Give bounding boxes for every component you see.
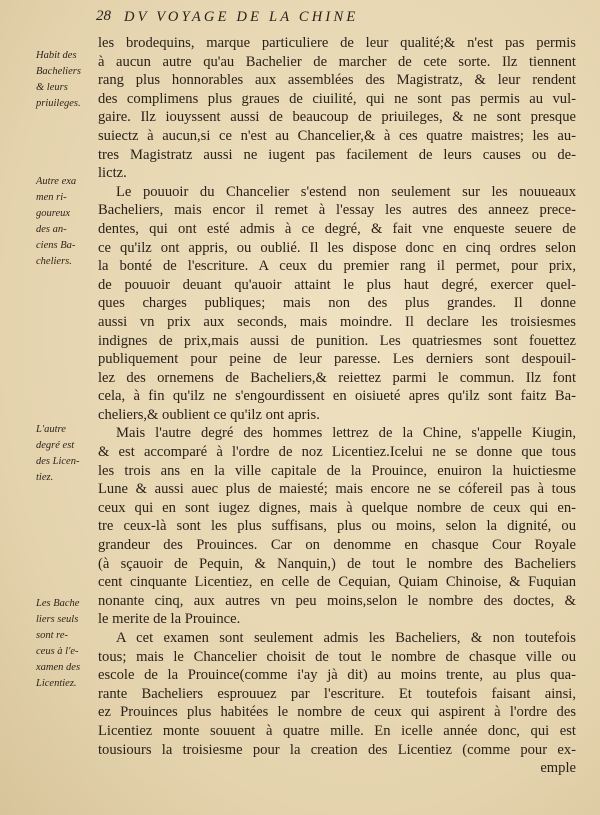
- text-line: grandeur des Prouinces. Car on denomme en chasque Cour Royale: [98, 537, 576, 554]
- text-line: publiquement pour peine de leur paresse. Les derniers sont despouil-: [98, 351, 576, 368]
- text-line: ques charges publiques; mais non des plus grandes. Il donne: [98, 295, 576, 312]
- margin-note: [36, 596, 98, 692]
- margin-note-line: Les Bache: [36, 598, 80, 609]
- text-line: tre ceux-là sont les plus suffisans, plus ou moins, selon la dignité, ou: [98, 518, 576, 535]
- text-line: nonante cinq, aux autres vn peu moins,selon le nombre des doctes, &: [98, 592, 576, 609]
- text-line: les brodequins, marque particuliere de leur qualité;& n'est pas permis: [98, 35, 576, 51]
- text-line: ce qu'ilz ont appris, ou oublié. Il les dispose donc en cinq ordres selon: [98, 239, 576, 256]
- margin-note-line: Habit des: [36, 50, 77, 61]
- text-line: Bacheliers, mais encor il remet à l'essay les autres des anneez prece-: [98, 202, 576, 219]
- text-line: & est accomparé à l'ordre de noz Licentiez.Icelui ne se donne que tous: [98, 444, 576, 461]
- margin-note-line: des Licen-: [36, 456, 80, 467]
- text-line: lez des ornemens de Bacheliers,& reiettez parmi le commun. Ilz font: [98, 369, 576, 386]
- text-line: tousiours la troisiesme pour la creation des Licentiez (comme pour ex-: [98, 741, 576, 758]
- text-line: dentes, qui ont esté admis à ce degré, & fait vne enqueste seuere de: [98, 220, 576, 237]
- text-line: la bonté de l'escriture. A ceux du premier rang il permet, pour prix,: [98, 258, 576, 275]
- margin-notes: [36, 44, 98, 804]
- text-line: aussi vn prix aux seconds, mais moindre. Il declare les troisiesmes: [98, 313, 576, 330]
- text-line: gaire. Ilz iouyssent aussi de beaucoup de priuileges, & ne sont presque: [98, 109, 576, 126]
- margin-note-line: xamen des: [36, 662, 81, 673]
- margin-note-line: L'autre: [36, 424, 66, 435]
- text-line: lictz.: [98, 165, 127, 182]
- text-line: Licentiez monte souuent à quatre mille. En icelle année donc, qui est: [98, 722, 576, 739]
- text-line: Mais l'autre degré des hommes lettrez de la Chine, s'appelle Kiugin,: [116, 425, 576, 442]
- text-line: à aucun autre qu'au Bachelier de marcher de cete sorte. Ilz tiennent: [98, 53, 576, 70]
- margin-note-line: tiez.: [36, 472, 54, 483]
- text-line: ceux qui en sont iugez dignes, mais à quelque nombre de ceux qui en-: [98, 499, 576, 516]
- text-line: Lune & aussi auec plus de maiesté; mais encore ne se cófereil pas à tous: [98, 481, 576, 498]
- text-line: emple: [540, 760, 576, 777]
- text-line: Le pouuoir du Chancelier s'estend non seulement sur les nouueaux: [116, 183, 576, 200]
- margin-note-line: ceus à l'e-: [36, 646, 79, 657]
- text-line: de pouuoir deuant qu'auoir attaint le plus haut degré, exercer quel-: [98, 276, 576, 293]
- text-line: cela, à fin qu'ilz ne s'engourdissent en oisiueté apres qu'ilz sont faitz Ba-: [98, 388, 576, 405]
- margin-note-line: priuileges.: [36, 98, 81, 109]
- text-line: rang plus honnorables aux assemblées des Magistratz, & leur rendent: [98, 72, 576, 89]
- text-line: indignes de prix,mais aussi de punition. Les quatriesmes sont fouettez: [98, 332, 576, 349]
- body-text: [98, 34, 576, 778]
- margin-note: [36, 48, 98, 112]
- margin-note-line: degré est: [36, 440, 75, 451]
- margin-note-line: goureux: [36, 208, 71, 219]
- text-line: cent cinquante Licentiez, en celle de Cequian, Quiam Chinoise, & Fuquian: [98, 574, 576, 591]
- page-header: [96, 8, 576, 30]
- margin-note-line: & leurs: [36, 82, 68, 93]
- text-line: rante Bacheliers esprouuez par l'escriture. Et toutefois faisant ainsi,: [98, 685, 576, 702]
- text-line: (à sçauoir de Pequin, & Nanquin,) de tout le nombre des Bacheliers: [98, 555, 576, 572]
- text-line: suiectz à aucun,si ce n'est au Chancelier,& à ces quatre maistres; les au-: [98, 127, 576, 144]
- page-number: 28: [96, 8, 111, 24]
- margin-note-line: des an-: [36, 224, 67, 235]
- margin-note-line: Bacheliers: [36, 66, 81, 77]
- margin-note-line: cheliers.: [36, 256, 72, 267]
- margin-note: [36, 174, 98, 270]
- margin-note-line: ciens Ba-: [36, 240, 76, 251]
- text-line: A cet examen sont seulement admis les Bacheliers, & non toutefois: [116, 630, 576, 646]
- margin-note: [36, 422, 98, 486]
- text-line: escole de la Prouince(comme i'ay jà dit) au moins trente, au plus qua-: [98, 667, 576, 684]
- text-line: cheliers,& oublient ce qu'ilz ont apris.: [98, 406, 320, 423]
- running-title: DV VOYAGE DE LA CHINE: [124, 9, 359, 25]
- text-line: tous; mais le Chancelier choisit de tout le nombre de chasque ville ou: [98, 648, 576, 665]
- margin-note-line: Licentiez.: [36, 678, 77, 689]
- margin-note-line: sont re-: [36, 630, 68, 641]
- text-line: des complimens plus graues de ciuilité, qui ne sont pas permis au vul-: [98, 90, 576, 107]
- text-line: les trois ans en la ville capitale de la Prouince, enuiron la huictiesme: [98, 462, 576, 479]
- margin-note-line: liers seuls: [36, 614, 79, 625]
- margin-note-line: Autre exa: [36, 176, 77, 187]
- text-line: tres Magistratz aussi ne iugent pas facilement de leurs causes ou de-: [98, 146, 576, 163]
- margin-note-line: men ri-: [36, 192, 67, 203]
- text-line: ez Prouinces plus habitées le nombre de ceux qui aspirent à l'ordre des: [98, 704, 576, 721]
- text-line: le merite de la Prouince.: [98, 611, 241, 628]
